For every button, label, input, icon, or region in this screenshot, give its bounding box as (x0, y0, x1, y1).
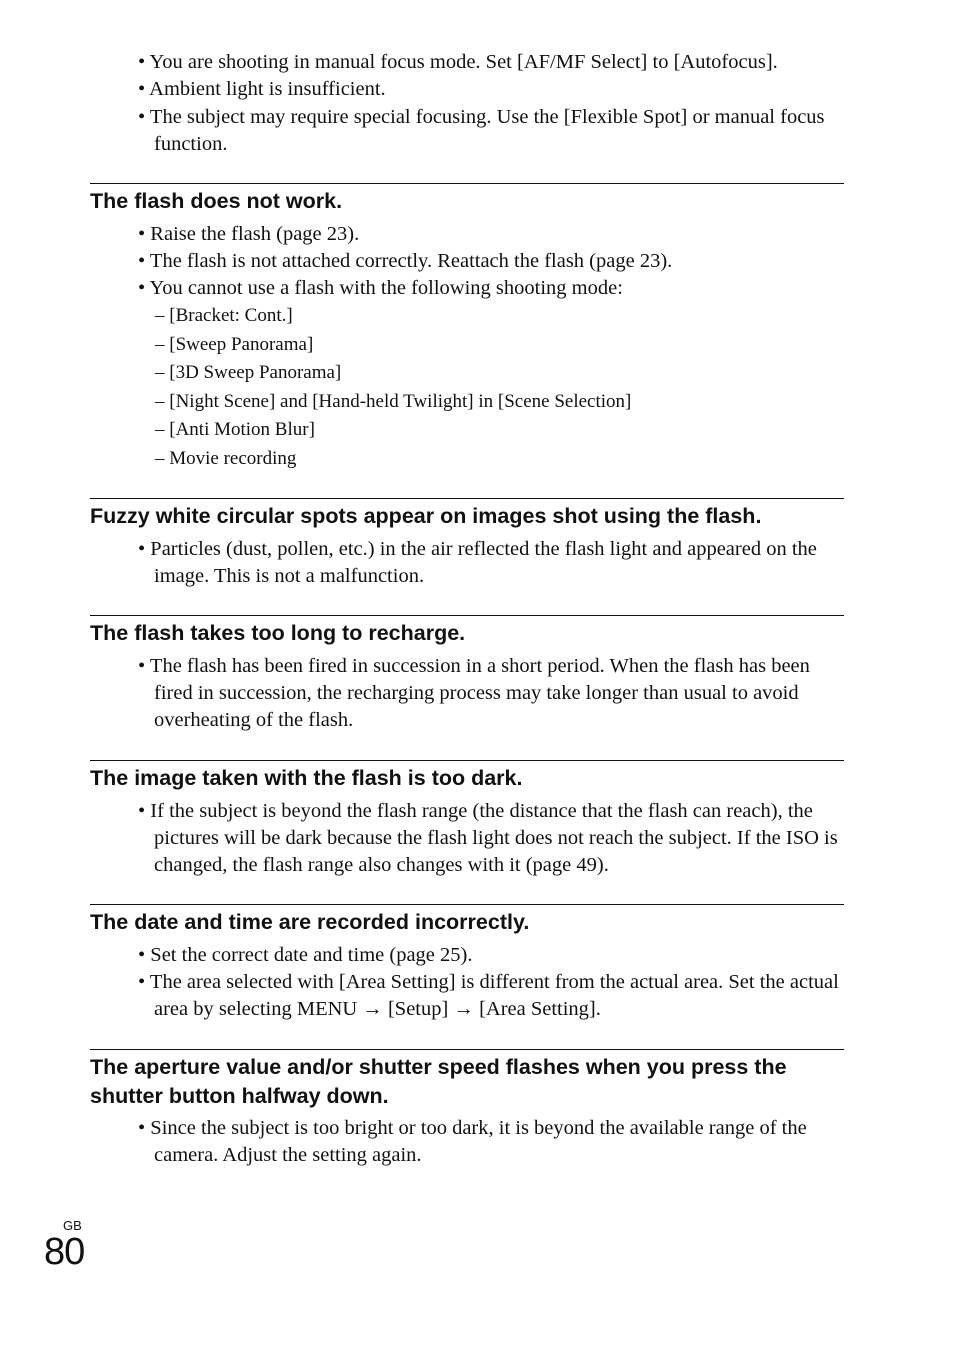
page-number: 80 (44, 1231, 85, 1273)
sub-list-item: – [Anti Motion Blur] (155, 419, 315, 441)
sub-list-item: – [Bracket: Cont.] (155, 305, 293, 327)
list-item: • The subject may require special focusing. Use the [Flexible Spot] or manual focus function. (138, 105, 825, 155)
list-item: • Raise the flash (page 23). (138, 222, 360, 245)
section-items (138, 1115, 846, 1170)
section-heading: The flash does not work. (90, 189, 343, 213)
intro-list (138, 49, 848, 158)
section-items (138, 798, 846, 880)
sub-list-item: – Movie recording (155, 447, 297, 469)
section-flash-not-work (90, 183, 844, 473)
section-heading: The date and time are recorded incorrectly. (90, 910, 530, 934)
section-date-time (90, 904, 844, 1023)
list-item: • You are shooting in manual focus mode. Set [AF/MF Select] to [Autofocus]. (138, 51, 778, 73)
sub-list-item: – [3D Sweep Panorama] (155, 362, 342, 384)
section-items (138, 653, 846, 735)
section-heading: Fuzzy white circular spots appear on images shot using the flash. (90, 504, 762, 528)
list-item: • Particles (dust, pollen, etc.) in the air reflected the flash light and appeared on the image. This is not a malfunction. (138, 537, 817, 587)
section-heading: The image taken with the flash is too dark. (90, 766, 523, 790)
sub-list-item: – [Sweep Panorama] (155, 333, 314, 355)
list-item: • Ambient light is insufficient. (138, 78, 386, 101)
list-item: • The area selected with [Area Setting] is different from the actual area. Set the actual area by selecting MENU → [Setup] → [Area Setting]. (138, 970, 839, 1021)
list-item: • The flash is not attached correctly. Reattach the flash (page 23). (138, 249, 673, 272)
section-too-dark (90, 760, 844, 879)
section-heading: The flash takes too long to recharge. (90, 621, 466, 645)
section-items (138, 942, 846, 1024)
list-item: • You cannot use a flash with the following shooting mode: (138, 277, 623, 300)
region-code: GB (63, 1218, 82, 1233)
section-recharge (90, 615, 844, 734)
list-item: • If the subject is beyond the flash range (the distance that the flash can reach), the pictures will be dark because the flash light does not reach the subject. If the ISO is changed, the flash range also changes with it (page 49). (138, 799, 838, 877)
list-item: • The flash has been fired in succession in a short period. When the flash has been fired in succession, the recharging process may take longer than usual to avoid overheating of the flash. (138, 654, 810, 732)
sub-list-item: – [Night Scene] and [Hand-held Twilight] in [Scene Selection] (155, 390, 632, 412)
section-fuzzy-spots (90, 498, 844, 590)
section-items (138, 536, 846, 591)
section-heading: The aperture value and/or shutter speed flashes when you press the shutter button halfway down. (90, 1055, 787, 1108)
list-item: • Since the subject is too bright or too dark, it is beyond the available range of the camera. Adjust the setting again. (138, 1117, 807, 1167)
section-items (138, 221, 846, 474)
section-aperture-shutter (90, 1049, 844, 1170)
list-item: • Set the correct date and time (page 25). (138, 943, 473, 966)
